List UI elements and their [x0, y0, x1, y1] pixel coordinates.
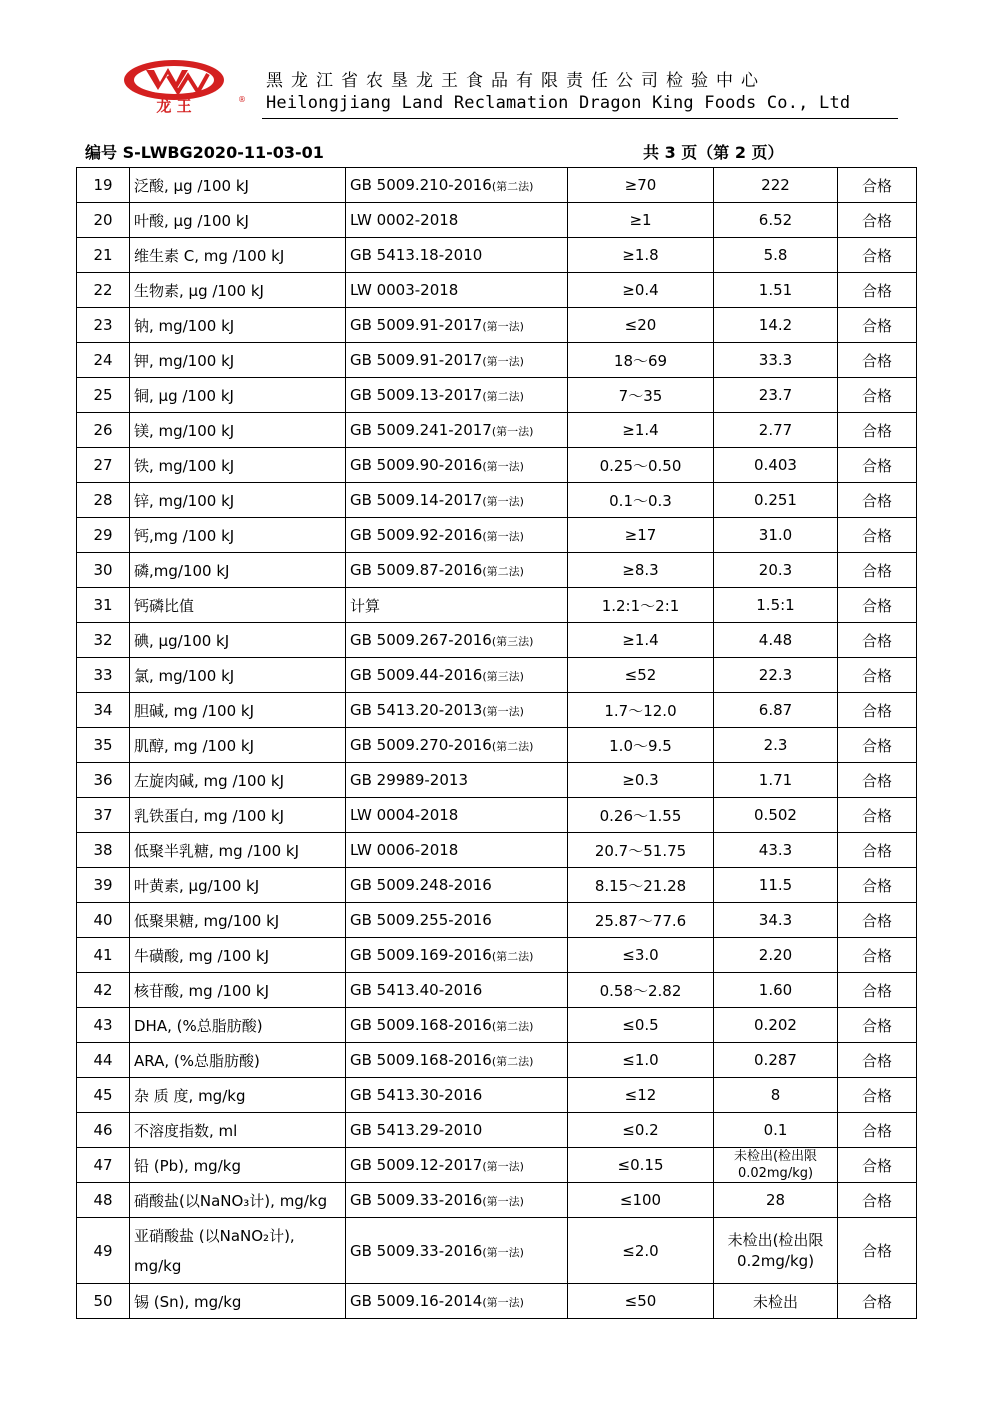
row-number: 48 [77, 1183, 130, 1218]
requirement: ≤12 [568, 1078, 714, 1113]
results-table-body [77, 168, 917, 1319]
test-method [346, 1113, 568, 1148]
conclusion: 合格 [838, 1078, 917, 1113]
method-note: (第二法) [491, 950, 534, 963]
row-number: 20 [77, 203, 130, 238]
method-standard: GB 5009.267-2016 [350, 631, 492, 649]
test-method [346, 308, 568, 343]
row-number: 39 [77, 868, 130, 903]
test-item: 铅 (Pb), mg/kg [130, 1148, 346, 1183]
method-standard: GB 5009.33-2016 [350, 1241, 483, 1260]
requirement: ≥8.3 [568, 553, 714, 588]
requirement: ≥1.4 [568, 623, 714, 658]
table-row [77, 693, 917, 728]
table-row [77, 238, 917, 273]
test-method [346, 938, 568, 973]
requirement: 1.7～12.0 [568, 693, 714, 728]
method-standard: GB 5009.90-2016 [350, 456, 483, 474]
test-result: 0.202 [714, 1008, 838, 1043]
test-method [346, 448, 568, 483]
test-method [346, 693, 568, 728]
row-number: 25 [77, 378, 130, 413]
logo-text: 龙 王 [156, 97, 192, 114]
test-item: 硝酸盐(以NaNO₃计), mg/kg [130, 1183, 346, 1218]
requirement: ≥17 [568, 518, 714, 553]
method-standard: GB 5413.20-2013 [350, 701, 483, 719]
test-result: 2.20 [714, 938, 838, 973]
table-row [77, 378, 917, 413]
conclusion: 合格 [838, 1284, 917, 1319]
test-result: 6.52 [714, 203, 838, 238]
test-item: 镁, mg/100 kJ [130, 413, 346, 448]
test-result: 1.60 [714, 973, 838, 1008]
test-method [346, 588, 568, 623]
test-result: 2.77 [714, 413, 838, 448]
requirement: ≥1.8 [568, 238, 714, 273]
row-number: 19 [77, 168, 130, 203]
requirement: ≥1 [568, 203, 714, 238]
table-row [77, 938, 917, 973]
row-number: 38 [77, 833, 130, 868]
row-number: 34 [77, 693, 130, 728]
page-info: 共 3 页（第 2 页） [643, 143, 784, 162]
table-row [77, 448, 917, 483]
row-number: 32 [77, 623, 130, 658]
requirement: ≤52 [568, 658, 714, 693]
table-row [77, 483, 917, 518]
method-standard: GB 29989-2013 [350, 771, 468, 789]
conclusion: 合格 [838, 588, 917, 623]
test-item: 叶酸, μg /100 kJ [130, 203, 346, 238]
test-method [346, 1284, 568, 1319]
table-row [77, 973, 917, 1008]
test-method [346, 203, 568, 238]
test-item: 肌醇, mg /100 kJ [130, 728, 346, 763]
row-number: 27 [77, 448, 130, 483]
table-row [77, 413, 917, 448]
conclusion: 合格 [838, 168, 917, 203]
table-row [77, 203, 917, 238]
method-standard: GB 5009.91-2017 [350, 351, 483, 369]
method-standard: GB 5009.16-2014 [350, 1292, 483, 1310]
conclusion: 合格 [838, 378, 917, 413]
row-number: 41 [77, 938, 130, 973]
test-result: 28 [714, 1183, 838, 1218]
test-method [346, 1218, 568, 1284]
test-method [346, 238, 568, 273]
row-number: 22 [77, 273, 130, 308]
test-result: 33.3 [714, 343, 838, 378]
method-standard: GB 5009.91-2017 [350, 316, 483, 334]
row-number: 49 [77, 1218, 130, 1284]
table-row [77, 1284, 917, 1319]
results-table [76, 167, 917, 1319]
org-name-cn: 黑龙江省农垦龙王食品有限责任公司检验中心 [266, 71, 766, 91]
requirement: ≤1.0 [568, 1043, 714, 1078]
test-item: 叶黄素, μg/100 kJ [130, 868, 346, 903]
requirement: 20.7～51.75 [568, 833, 714, 868]
method-note: (第一法) [482, 1195, 524, 1208]
method-standard: GB 5413.40-2016 [350, 981, 483, 999]
conclusion: 合格 [838, 658, 917, 693]
requirement: ≤20 [568, 308, 714, 343]
test-result: 6.87 [714, 693, 838, 728]
test-result: 未检出(检出限0.02mg/kg) [714, 1148, 838, 1183]
conclusion: 合格 [838, 1148, 917, 1183]
method-standard: LW 0006-2018 [350, 841, 459, 859]
test-method [346, 553, 568, 588]
row-number: 29 [77, 518, 130, 553]
method-note: (第二法) [491, 1020, 534, 1033]
requirement: 25.87～77.6 [568, 903, 714, 938]
method-standard: GB 5413.18-2010 [350, 246, 483, 264]
test-result: 8 [714, 1078, 838, 1113]
conclusion: 合格 [838, 763, 917, 798]
requirement: ≥70 [568, 168, 714, 203]
test-result: 0.251 [714, 483, 838, 518]
conclusion: 合格 [838, 728, 917, 763]
row-number: 30 [77, 553, 130, 588]
test-item: 亚硝酸盐 (以NaNO₂计), mg/kg [130, 1218, 346, 1284]
test-method [346, 168, 568, 203]
row-number: 28 [77, 483, 130, 518]
method-note: (第一法) [482, 320, 524, 333]
test-item: 核苷酸, mg /100 kJ [130, 973, 346, 1008]
test-result: 31.0 [714, 518, 838, 553]
test-method [346, 1183, 568, 1218]
method-note: (第二法) [491, 740, 534, 753]
table-row [77, 553, 917, 588]
conclusion: 合格 [838, 308, 917, 343]
test-method [346, 658, 568, 693]
table-row [77, 1218, 917, 1284]
method-standard: GB 5009.168-2016 [350, 1051, 492, 1069]
table-row [77, 868, 917, 903]
test-item: 杂 质 度, mg/kg [130, 1078, 346, 1113]
table-row [77, 798, 917, 833]
conclusion: 合格 [838, 833, 917, 868]
requirement: 8.15～21.28 [568, 868, 714, 903]
row-number: 24 [77, 343, 130, 378]
test-result: 23.7 [714, 378, 838, 413]
table-row [77, 833, 917, 868]
method-standard: GB 5009.168-2016 [350, 1016, 492, 1034]
method-note: (第一法) [482, 460, 524, 473]
test-method [346, 483, 568, 518]
test-method [346, 1078, 568, 1113]
test-result: 未检出 [714, 1284, 838, 1319]
requirement: 1.0～9.5 [568, 728, 714, 763]
table-row [77, 1078, 917, 1113]
requirement: ≤0.15 [568, 1148, 714, 1183]
org-name-en: Heilongjiang Land Reclamation Dragon King Foods Co., Ltd [266, 93, 851, 113]
test-item: 维生素 C, mg /100 kJ [130, 238, 346, 273]
test-result: 4.48 [714, 623, 838, 658]
test-result: 未检出(检出限0.2mg/kg) [714, 1218, 838, 1284]
table-row [77, 588, 917, 623]
conclusion: 合格 [838, 868, 917, 903]
row-number: 26 [77, 413, 130, 448]
table-row [77, 273, 917, 308]
method-note: (第二法) [482, 565, 524, 578]
test-method [346, 1148, 568, 1183]
method-standard: GB 5009.248-2016 [350, 876, 492, 894]
conclusion: 合格 [838, 938, 917, 973]
test-item: 不溶度指数, ml [130, 1113, 346, 1148]
method-standard: 计算 [350, 596, 381, 615]
table-row [77, 1183, 917, 1218]
method-note: (第二法) [482, 390, 524, 403]
test-item: 低聚半乳糖, mg /100 kJ [130, 833, 346, 868]
test-item: 钙磷比值 [130, 588, 346, 623]
test-item: 左旋肉碱, mg /100 kJ [130, 763, 346, 798]
test-item: 牛磺酸, mg /100 kJ [130, 938, 346, 973]
test-method [346, 1043, 568, 1078]
method-standard: GB 5413.30-2016 [350, 1086, 483, 1104]
method-note: (第三法) [482, 670, 524, 683]
table-row [77, 1008, 917, 1043]
method-note: (第一法) [482, 495, 524, 508]
requirement: ≤50 [568, 1284, 714, 1319]
table-row [77, 1043, 917, 1078]
row-number: 47 [77, 1148, 130, 1183]
requirement: 7～35 [568, 378, 714, 413]
test-method [346, 728, 568, 763]
method-note: (第二法) [491, 180, 534, 193]
requirement: ≤2.0 [568, 1218, 714, 1284]
conclusion: 合格 [838, 273, 917, 308]
conclusion: 合格 [838, 693, 917, 728]
table-row [77, 168, 917, 203]
test-method [346, 413, 568, 448]
test-item: 碘, μg/100 kJ [130, 623, 346, 658]
conclusion: 合格 [838, 973, 917, 1008]
method-standard: GB 5009.169-2016 [350, 946, 492, 964]
method-standard: GB 5009.44-2016 [350, 666, 483, 684]
row-number: 50 [77, 1284, 130, 1319]
test-result: 1.5:1 [714, 588, 838, 623]
requirement: 0.26～1.55 [568, 798, 714, 833]
row-number: 31 [77, 588, 130, 623]
method-note: (第三法) [491, 635, 534, 648]
method-standard: GB 5009.33-2016 [350, 1191, 483, 1209]
test-method [346, 903, 568, 938]
requirement: 0.25～0.50 [568, 448, 714, 483]
method-note: (第一法) [482, 1245, 524, 1259]
test-method [346, 798, 568, 833]
test-item: 磷,mg/100 kJ [130, 553, 346, 588]
test-item: 钾, mg/100 kJ [130, 343, 346, 378]
requirement: ≤100 [568, 1183, 714, 1218]
test-item: 氯, mg/100 kJ [130, 658, 346, 693]
table-row [77, 343, 917, 378]
test-method [346, 833, 568, 868]
test-method [346, 273, 568, 308]
test-item: 生物素, μg /100 kJ [130, 273, 346, 308]
test-result: 222 [714, 168, 838, 203]
table-row [77, 658, 917, 693]
test-result: 1.51 [714, 273, 838, 308]
requirement: ≥0.4 [568, 273, 714, 308]
conclusion: 合格 [838, 623, 917, 658]
test-result: 5.8 [714, 238, 838, 273]
row-number: 42 [77, 973, 130, 1008]
test-item: 锌, mg/100 kJ [130, 483, 346, 518]
test-method [346, 868, 568, 903]
conclusion: 合格 [838, 518, 917, 553]
method-note: (第一法) [491, 425, 534, 438]
method-standard: LW 0004-2018 [350, 806, 459, 824]
method-standard: GB 5413.29-2010 [350, 1121, 483, 1139]
row-number: 46 [77, 1113, 130, 1148]
row-number: 23 [77, 308, 130, 343]
test-result: 11.5 [714, 868, 838, 903]
test-method [346, 378, 568, 413]
method-standard: LW 0003-2018 [350, 281, 459, 299]
test-item: 胆碱, mg /100 kJ [130, 693, 346, 728]
row-number: 21 [77, 238, 130, 273]
test-method [346, 1008, 568, 1043]
conclusion: 合格 [838, 238, 917, 273]
test-result: 2.3 [714, 728, 838, 763]
row-number: 45 [77, 1078, 130, 1113]
method-standard: GB 5009.12-2017 [350, 1156, 483, 1174]
method-standard: GB 5009.87-2016 [350, 561, 483, 579]
table-row [77, 903, 917, 938]
conclusion: 合格 [838, 413, 917, 448]
conclusion: 合格 [838, 1183, 917, 1218]
conclusion: 合格 [838, 553, 917, 588]
method-note: (第一法) [482, 530, 524, 543]
method-standard: GB 5009.210-2016 [350, 176, 492, 194]
test-result: 1.71 [714, 763, 838, 798]
requirement: ≥1.4 [568, 413, 714, 448]
header-divider [262, 118, 898, 119]
table-row [77, 1148, 917, 1183]
test-item: 钠, mg/100 kJ [130, 308, 346, 343]
test-item: 乳铁蛋白, mg /100 kJ [130, 798, 346, 833]
conclusion: 合格 [838, 203, 917, 238]
test-method [346, 623, 568, 658]
test-item: 泛酸, μg /100 kJ [130, 168, 346, 203]
method-standard: GB 5009.255-2016 [350, 911, 492, 929]
test-result: 43.3 [714, 833, 838, 868]
test-result: 0.403 [714, 448, 838, 483]
test-method [346, 518, 568, 553]
row-number: 43 [77, 1008, 130, 1043]
test-result: 20.3 [714, 553, 838, 588]
row-number: 33 [77, 658, 130, 693]
test-result: 34.3 [714, 903, 838, 938]
test-result: 0.502 [714, 798, 838, 833]
conclusion: 合格 [838, 1043, 917, 1078]
row-number: 35 [77, 728, 130, 763]
method-standard: GB 5009.14-2017 [350, 491, 483, 509]
requirement: ≥0.3 [568, 763, 714, 798]
test-item: 铜, μg /100 kJ [130, 378, 346, 413]
method-standard: GB 5009.92-2016 [350, 526, 483, 544]
method-note: (第一法) [482, 355, 524, 368]
conclusion: 合格 [838, 1008, 917, 1043]
method-standard: LW 0002-2018 [350, 211, 459, 229]
test-result: 22.3 [714, 658, 838, 693]
conclusion: 合格 [838, 1218, 917, 1284]
conclusion: 合格 [838, 448, 917, 483]
table-row [77, 308, 917, 343]
conclusion: 合格 [838, 903, 917, 938]
table-row [77, 763, 917, 798]
conclusion: 合格 [838, 343, 917, 378]
test-item: 低聚果糖, mg/100 kJ [130, 903, 346, 938]
row-number: 36 [77, 763, 130, 798]
requirement: ≤0.5 [568, 1008, 714, 1043]
requirement: 18～69 [568, 343, 714, 378]
test-method [346, 973, 568, 1008]
svg-text:®: ® [238, 95, 246, 104]
table-row [77, 728, 917, 763]
row-number: 44 [77, 1043, 130, 1078]
company-logo [118, 56, 250, 114]
requirement: 1.2:1～2:1 [568, 588, 714, 623]
test-item: DHA, (%总脂肪酸) [130, 1008, 346, 1043]
conclusion: 合格 [838, 1113, 917, 1148]
test-item: 锡 (Sn), mg/kg [130, 1284, 346, 1319]
test-result: 0.287 [714, 1043, 838, 1078]
test-method [346, 343, 568, 378]
method-standard: GB 5009.241-2017 [350, 421, 492, 439]
test-item: ARA, (%总脂肪酸) [130, 1043, 346, 1078]
report-number: 编号 S-LWBG2020-11-03-01 [85, 143, 324, 162]
requirement: ≤3.0 [568, 938, 714, 973]
method-note: (第二法) [491, 1055, 534, 1068]
method-standard: GB 5009.270-2016 [350, 736, 492, 754]
test-item: 钙,mg /100 kJ [130, 518, 346, 553]
method-note: (第一法) [482, 1296, 524, 1309]
table-row [77, 518, 917, 553]
table-row [77, 623, 917, 658]
requirement: 0.1～0.3 [568, 483, 714, 518]
test-result: 14.2 [714, 308, 838, 343]
method-note: (第一法) [482, 705, 524, 718]
row-number: 37 [77, 798, 130, 833]
conclusion: 合格 [838, 798, 917, 833]
method-note: (第一法) [482, 1160, 524, 1173]
requirement: ≤0.2 [568, 1113, 714, 1148]
test-item: 铁, mg/100 kJ [130, 448, 346, 483]
table-row [77, 1113, 917, 1148]
conclusion: 合格 [838, 483, 917, 518]
test-result: 0.1 [714, 1113, 838, 1148]
test-method [346, 763, 568, 798]
method-standard: GB 5009.13-2017 [350, 386, 483, 404]
requirement: 0.58～2.82 [568, 973, 714, 1008]
row-number: 40 [77, 903, 130, 938]
